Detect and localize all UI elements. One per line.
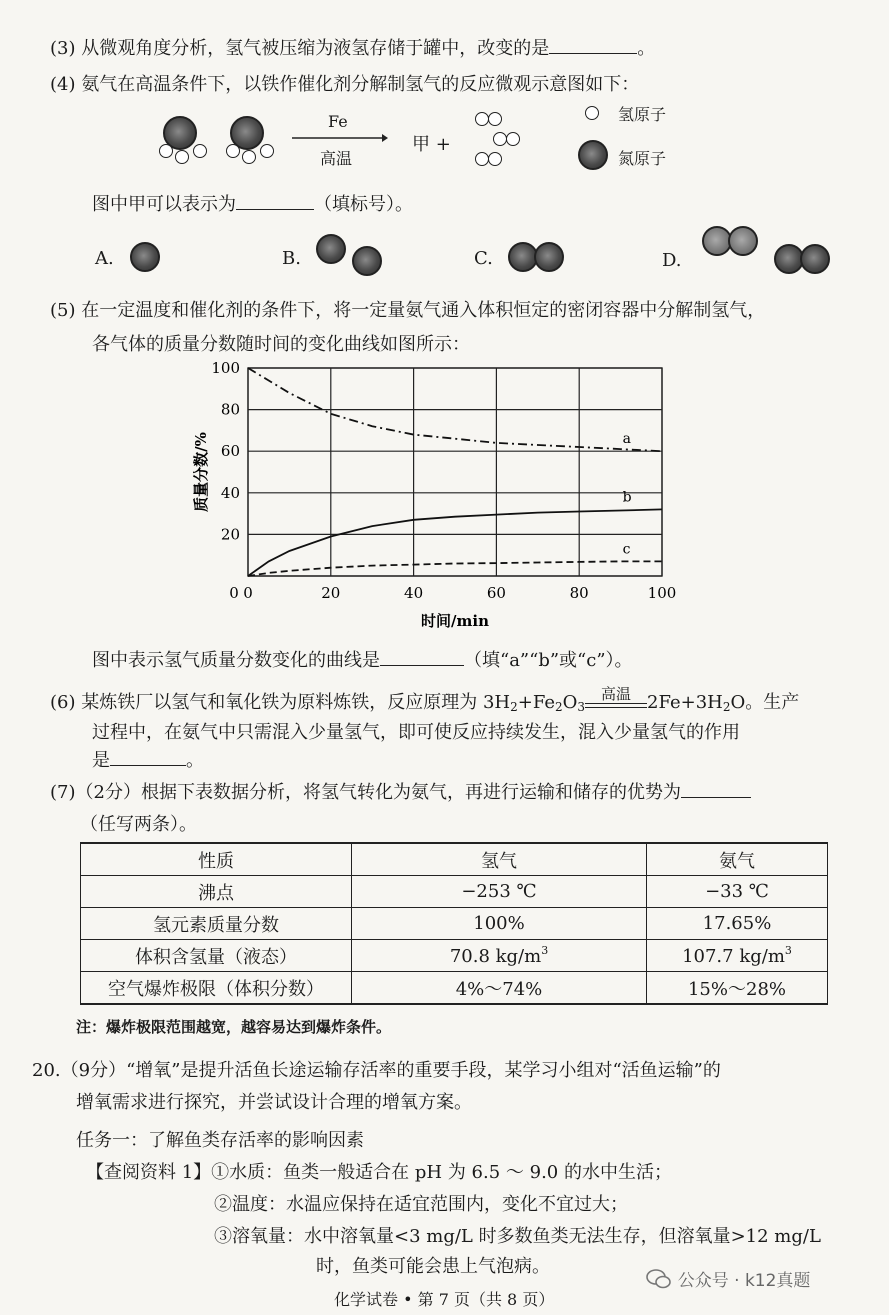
table-row: 体积含氢量（液态） 70.8 $kg/m^3$ 107.7 $kg/m^3$ bbox=[81, 940, 828, 972]
q5-line2: 各气体的质量分数随时间的变化曲线如图所示： bbox=[92, 334, 470, 355]
option-c-label: C. bbox=[474, 248, 493, 269]
y-tick-label: 20 bbox=[220, 525, 240, 544]
y-axis-label: 质量分数/% bbox=[192, 432, 210, 512]
q6-line1: (6) 某炼铁厂以氢气和氧化铁为原料炼铁，反应原理为 $3H_2+Fe_2O_3$ 高温 $2Fe+3H_2O$。生产 bbox=[50, 685, 800, 714]
condition-label: 高温 bbox=[320, 149, 353, 168]
mass-fraction-chart bbox=[180, 352, 680, 642]
q6-line3: 是 。 bbox=[92, 750, 204, 771]
origin-tick-label: 0 bbox=[229, 584, 239, 602]
task-1-heading: 任务一：了解鱼类存活率的影响因素 bbox=[76, 1130, 364, 1151]
q4-question: 图中甲可以表示为 （填标号）。 bbox=[92, 194, 413, 215]
x-tick-label: 80 bbox=[569, 584, 589, 602]
x-axis-label: 时间/min bbox=[421, 612, 489, 630]
option-d-nitrogen-atom bbox=[728, 226, 758, 256]
condition-equals-sign: 高温 bbox=[585, 701, 647, 708]
hydrogen-atom bbox=[475, 112, 489, 126]
reaction-arrow-icon bbox=[292, 132, 388, 144]
wechat-icon bbox=[646, 1268, 672, 1290]
option-d-nitrogen-atom bbox=[800, 244, 830, 274]
hydrogen-atom bbox=[488, 152, 502, 166]
product-label: 甲 + bbox=[412, 134, 451, 155]
series-label-a: a bbox=[622, 431, 631, 448]
page-footer: 化学试卷 • 第 7 页（共 8 页） bbox=[334, 1290, 555, 1309]
q5-line1: (5) 在一定温度和催化剂的条件下，将一定量氨气通入体积恒定的密闭容器中分解制氢气， bbox=[50, 300, 766, 321]
q3-text: (3) 从微观角度分析，氢气被压缩为液氢存储于罐中，改变的是 bbox=[50, 38, 550, 59]
reference-item-1: 【查阅资料 1】①水质：鱼类一般适合在 pH 为 6.5 ～ 9.0 的水中生活； bbox=[86, 1162, 672, 1183]
option-c-nitrogen-atom bbox=[534, 242, 564, 272]
hydrogen-atom bbox=[475, 152, 489, 166]
series-line-b bbox=[248, 509, 662, 576]
x-tick-label: 100 bbox=[647, 584, 677, 602]
hydrogen-atom bbox=[493, 132, 507, 146]
y-tick-label: 60 bbox=[220, 442, 240, 461]
watermark: 公众号 · k12真题 bbox=[646, 1266, 810, 1291]
q20-line1: 20.（9分）“增氧”是提升活鱼长途运输存活率的重要手段，某学习小组对“活鱼运输”的 bbox=[32, 1060, 721, 1081]
hydrogen-atom bbox=[488, 112, 502, 126]
hydrogen-atom bbox=[260, 144, 274, 158]
legend-hydrogen-icon bbox=[585, 106, 599, 120]
x-tick-label: 40 bbox=[404, 584, 424, 602]
properties-table bbox=[80, 842, 828, 1005]
option-a-nitrogen-atom bbox=[130, 242, 160, 272]
legend-nitrogen-label: 氮原子 bbox=[618, 149, 667, 168]
reaction-diagram bbox=[0, 0, 889, 190]
reference-item-3b: 时，鱼类可能会患上气泡病。 bbox=[316, 1256, 550, 1277]
q5-question: 图中表示氢气质量分数变化的曲线是 （填“a”“b”或“c”）。 bbox=[92, 650, 633, 671]
q6-answer-blank[interactable] bbox=[110, 764, 186, 766]
x-tick-label: 60 bbox=[486, 584, 506, 602]
reference-item-3a: ③溶氧量：水中溶氧量<3 mg/L 时多数鱼类无法生存，但溶氧量>12 mg/L bbox=[214, 1226, 821, 1247]
series-label-c: c bbox=[622, 541, 631, 558]
q3-end: 。 bbox=[637, 38, 656, 59]
q20-line2: 增氧需求进行探究，并尝试设计合理的增氧方案。 bbox=[76, 1092, 472, 1113]
legend-hydrogen-label: 氢原子 bbox=[618, 105, 667, 124]
x-tick-label: 0 bbox=[243, 584, 253, 602]
option-b-nitrogen-atom bbox=[352, 246, 382, 276]
hydrogen-atom bbox=[242, 150, 256, 164]
series-label-b: b bbox=[622, 489, 632, 506]
option-b-nitrogen-atom bbox=[316, 234, 346, 264]
table-row: 沸点 −253 ℃ −33 ℃ bbox=[81, 876, 828, 908]
hydrogen-atom bbox=[193, 144, 207, 158]
table-note: 注：爆炸极限范围越宽，越容易达到爆炸条件。 bbox=[76, 1018, 392, 1036]
q7-line1: (7)（2分）根据下表数据分析，将氢气转化为氨气，再进行运输和储存的优势为 bbox=[50, 778, 751, 804]
q6-line2: 过程中，在氨气中只需混入少量氢气，即可使反应持续发生，混入少量氢气的作用 bbox=[92, 722, 740, 743]
plot-frame bbox=[248, 368, 662, 576]
option-b-label: B. bbox=[282, 248, 301, 269]
series-line-c bbox=[248, 561, 662, 576]
hydrogen-atom bbox=[159, 144, 173, 158]
hydrogen-atom bbox=[226, 144, 240, 158]
q4-text: (4) 氨气在高温条件下，以铁作催化剂分解制氢气的反应微观示意图如下： bbox=[50, 74, 640, 95]
hydrogen-atom bbox=[506, 132, 520, 146]
legend-nitrogen-icon bbox=[578, 140, 608, 170]
table-row: 空气爆炸极限（体积分数） 4%～74% 15%～28% bbox=[81, 972, 828, 1005]
q5-answer-blank[interactable] bbox=[380, 664, 464, 666]
y-tick-label: 40 bbox=[220, 483, 240, 502]
option-a-label: A. bbox=[95, 248, 114, 269]
y-tick-label: 100 bbox=[211, 359, 240, 377]
table-row: 氢元素质量分数 100% 17.65% bbox=[81, 908, 828, 940]
catalyst-label: Fe bbox=[328, 112, 348, 131]
y-tick-label: 80 bbox=[220, 400, 240, 419]
q4-answer-blank[interactable] bbox=[236, 208, 314, 210]
q7-line2: （任写两条）。 bbox=[80, 814, 197, 835]
table-header-row: 性质 氢气 氨气 bbox=[81, 843, 828, 876]
q7-answer-blank[interactable] bbox=[681, 796, 751, 798]
hydrogen-atom bbox=[175, 150, 189, 164]
x-tick-label: 20 bbox=[321, 584, 341, 602]
option-d-label: D. bbox=[662, 250, 682, 271]
reference-item-2: ②温度：水温应保持在适宜范围内，变化不宜过大； bbox=[214, 1194, 628, 1215]
